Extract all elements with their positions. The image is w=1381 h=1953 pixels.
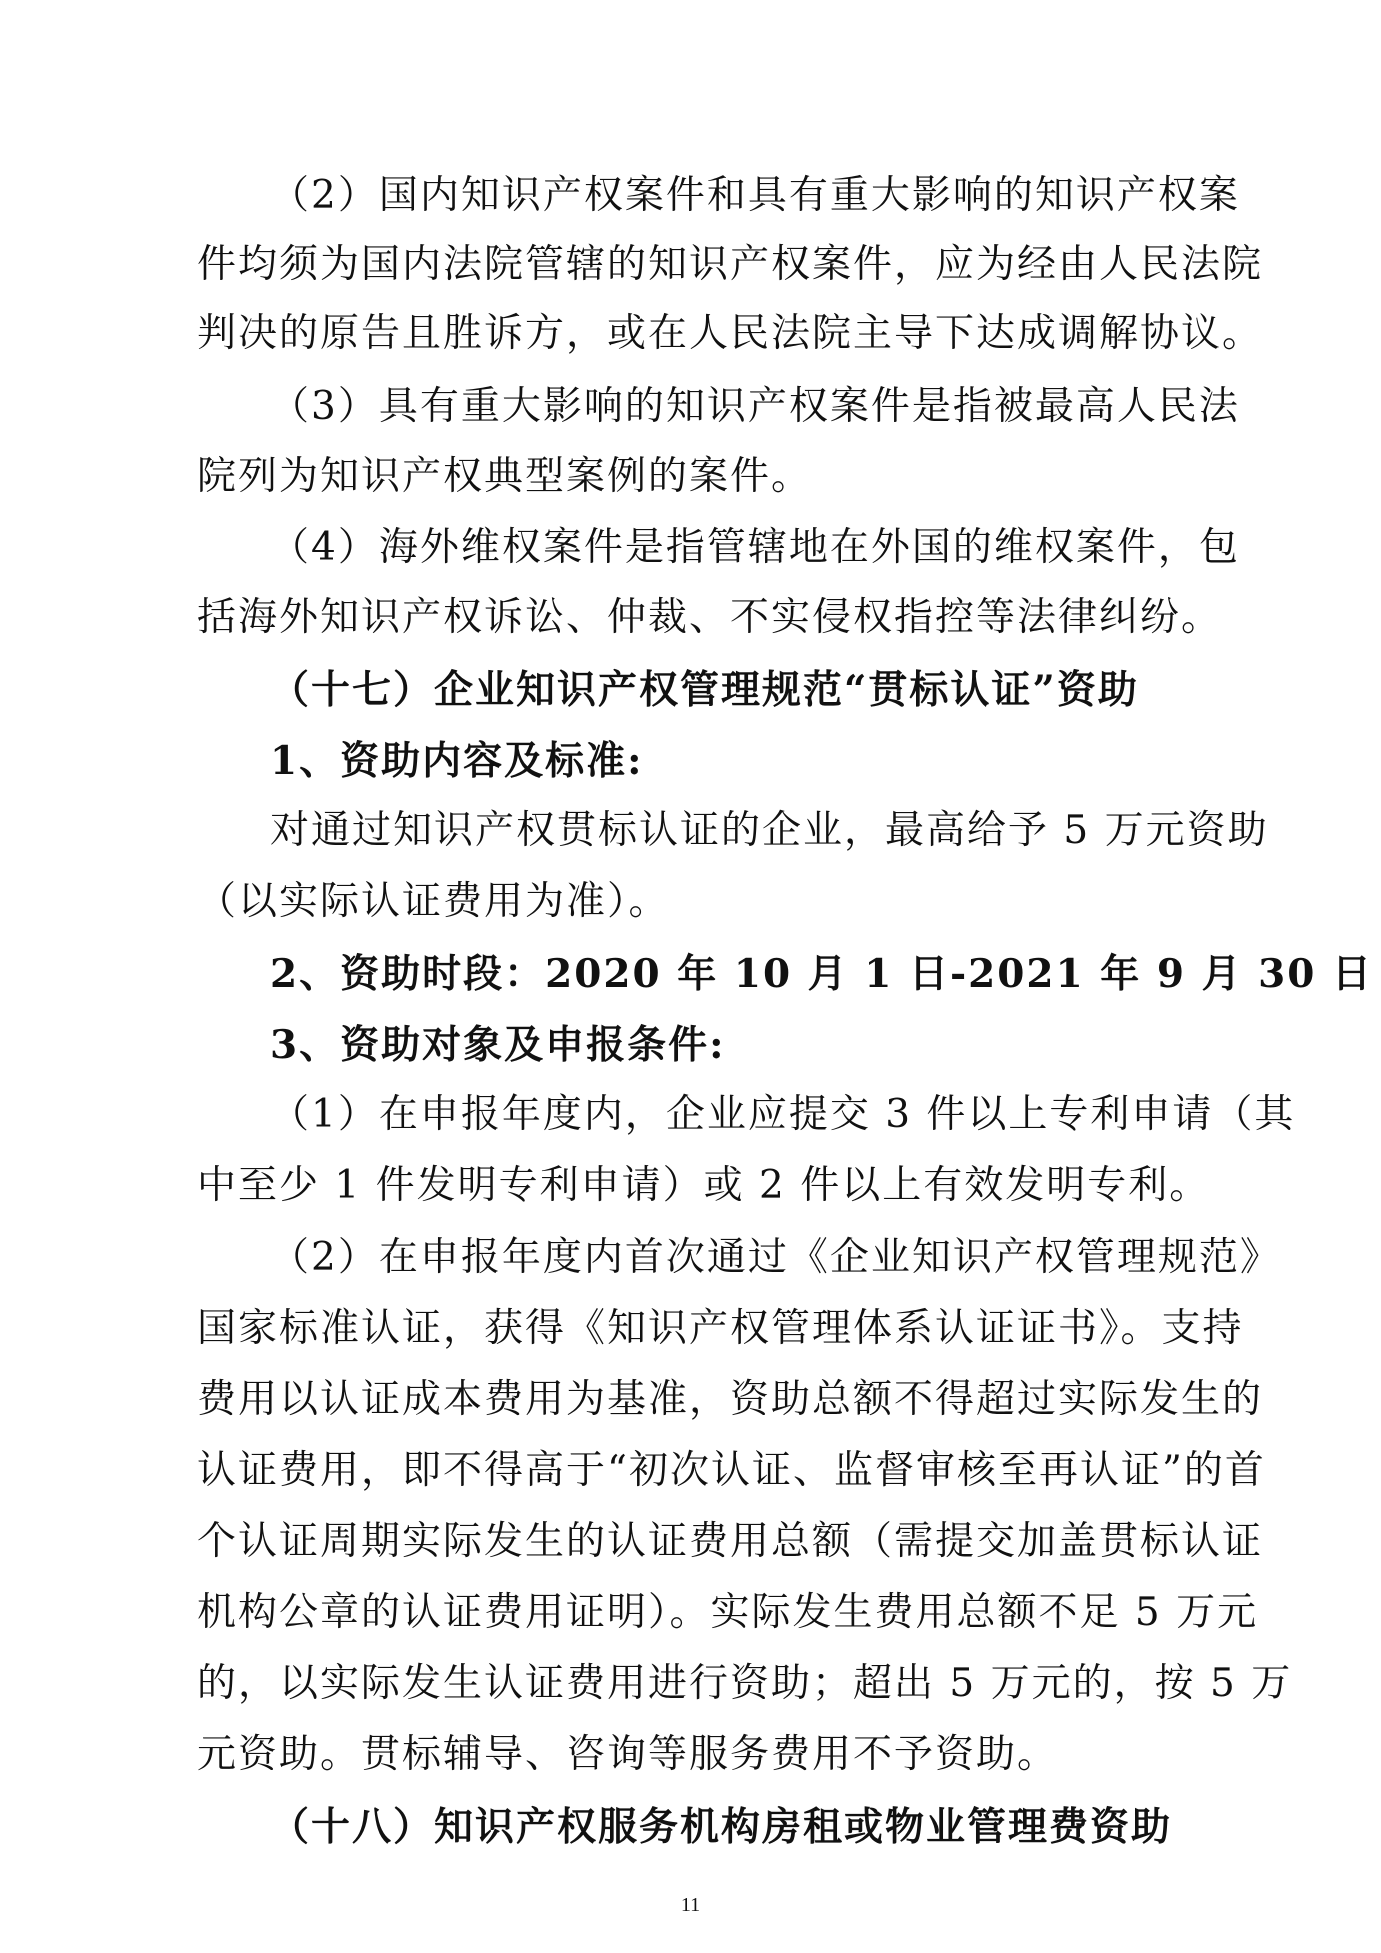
paragraph-line: 对通过知识产权贯标认证的企业，最高给予 5 万元资助 xyxy=(270,808,1269,853)
paragraph-line: 认证费用，即不得高于“初次认证、监督审核至再认证”的首 xyxy=(197,1448,1266,1493)
paragraph-line: 中至少 1 件发明专利申请）或 2 件以上有效发明专利。 xyxy=(197,1163,1211,1208)
paragraph-line: 元资助。贯标辅导、咨询等服务费用不予资助。 xyxy=(197,1732,1059,1777)
paragraph-line: （1）在申报年度内，企业应提交 3 件以上专利申请（其 xyxy=(270,1092,1296,1137)
paragraph-line: 国家标准认证，获得《知识产权管理体系认证证书》。支持 xyxy=(197,1306,1244,1351)
paragraph-line: 院列为知识产权典型案例的案件。 xyxy=(197,454,813,499)
paragraph-line: （2）在申报年度内首次通过《企业知识产权管理规范》 xyxy=(270,1235,1281,1280)
subheading-eligibility: 3、资助对象及申报条件: xyxy=(270,1022,726,1068)
paragraph-line: 个认证周期实际发生的认证费用总额（需提交加盖贯标认证 xyxy=(197,1519,1264,1564)
section-heading-17: （十七）企业知识产权管理规范“贯标认证”资助 xyxy=(270,667,1139,713)
paragraph-line: 括海外知识产权诉讼、仲裁、不实侵权指控等法律纠纷。 xyxy=(197,595,1223,640)
paragraph-line: （以实际认证费用为准）。 xyxy=(197,879,670,924)
paragraph-line: 判决的原告且胜诉方，或在人民法院主导下达成调解协议。 xyxy=(197,311,1264,356)
paragraph-line: （4）海外维权案件是指管辖地在外国的维权案件，包 xyxy=(270,525,1240,570)
subheading-content-standard: 1、资助内容及标准: xyxy=(270,738,644,784)
paragraph-line: 的，以实际发生认证费用进行资助；超出 5 万元的，按 5 万 xyxy=(197,1661,1293,1706)
paragraph-line: （2）国内知识产权案件和具有重大影响的知识产权案 xyxy=(270,173,1240,218)
paragraph-line: 费用以认证成本费用为基准，资助总额不得超过实际发生的 xyxy=(197,1377,1264,1422)
paragraph-line: 件均须为国内法院管辖的知识产权案件，应为经由人民法院 xyxy=(197,242,1264,287)
paragraph-line: 机构公章的认证费用证明）。实际发生费用总额不足 5 万元 xyxy=(197,1590,1259,1635)
subheading-funding-period: 2、资助时段：2020 年 10 月 1 日-2021 年 9 月 30 日 xyxy=(270,951,1374,997)
section-heading-18: （十八）知识产权服务机构房租或物业管理费资助 xyxy=(270,1804,1173,1850)
page-number: 11 xyxy=(680,1894,701,1916)
paragraph-line: （3）具有重大影响的知识产权案件是指被最高人民法 xyxy=(270,384,1240,429)
